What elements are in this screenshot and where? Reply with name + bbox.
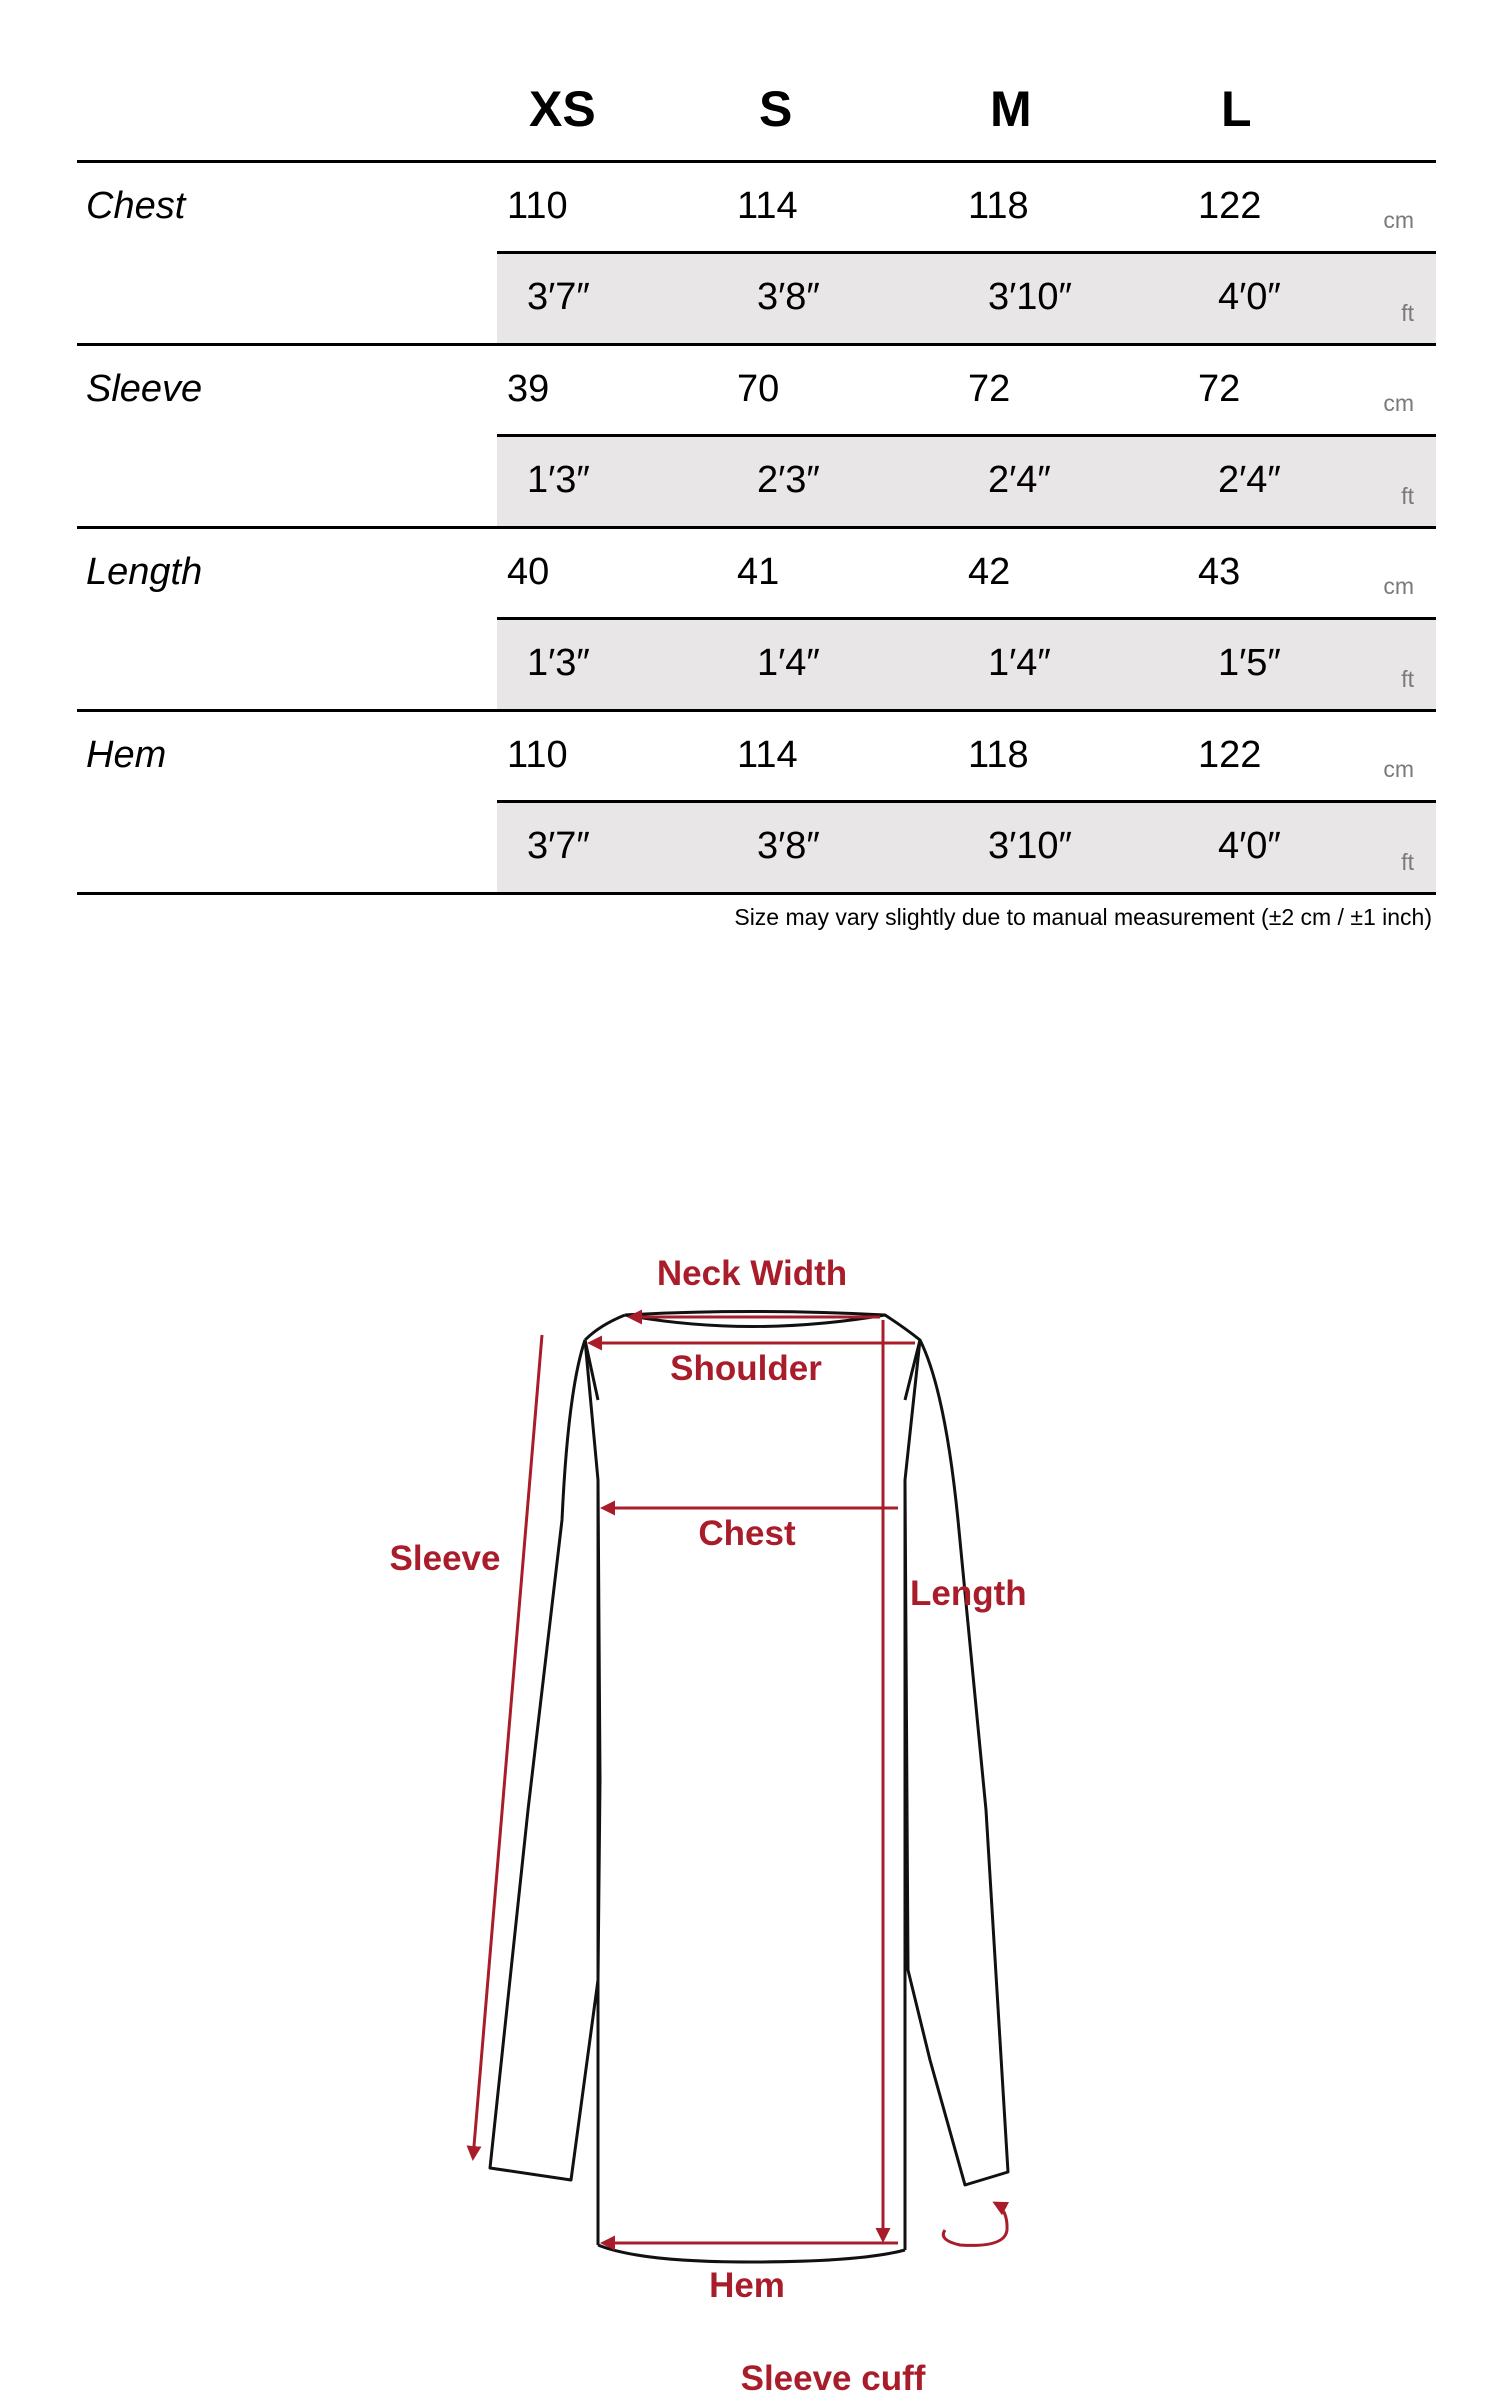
value-cell: 118 xyxy=(968,734,1029,776)
value-cell: 3′8″ xyxy=(757,825,820,867)
value-cell: 72 xyxy=(968,368,1011,410)
row-cm xyxy=(497,346,1436,437)
value-cell: 39 xyxy=(507,368,550,410)
row-ft xyxy=(497,437,1436,526)
sleeve-arrow xyxy=(473,1335,542,2158)
body-outline xyxy=(585,1312,920,2251)
value-cell: 118 xyxy=(968,185,1029,227)
row-ft xyxy=(497,803,1436,892)
value-cell: 114 xyxy=(737,185,798,227)
value-cell: 2′4″ xyxy=(1218,459,1281,501)
value-cell: 3′10″ xyxy=(988,276,1072,318)
row-cm xyxy=(497,712,1436,803)
label-shoulder: Shoulder xyxy=(670,1349,822,1388)
garment-outline xyxy=(490,1312,1008,2263)
value-cell: 110 xyxy=(507,734,568,776)
row-cm xyxy=(497,529,1436,620)
measure-block-sleeve xyxy=(77,346,1436,529)
value-cell: 1′4″ xyxy=(988,642,1051,684)
row-ft xyxy=(497,254,1436,343)
garment-diagram xyxy=(0,1240,1500,2398)
size-header-xs: XS xyxy=(529,81,596,137)
unit-ft: ft xyxy=(1401,849,1414,875)
value-cell: 1′3″ xyxy=(527,642,590,684)
value-cell: 4′0″ xyxy=(1218,276,1281,318)
unit-cm: cm xyxy=(1383,390,1414,416)
measure-block-length xyxy=(77,529,1436,712)
value-cell: 42 xyxy=(968,551,1011,593)
sleeve-cuff-arrow xyxy=(943,2203,1007,2245)
value-cell: 3′10″ xyxy=(988,825,1072,867)
value-cell: 114 xyxy=(737,734,798,776)
measure-block-hem xyxy=(77,712,1436,895)
right-sleeve xyxy=(905,1340,1008,2185)
label-chest: Chest xyxy=(698,1514,796,1553)
measure-label: Sleeve xyxy=(86,368,203,410)
size-header-row xyxy=(77,60,1436,163)
size-header-m: M xyxy=(990,81,1032,137)
value-cell: 1′5″ xyxy=(1218,642,1281,684)
unit-cm: cm xyxy=(1383,207,1414,233)
measurement-note: Size may vary slightly due to manual measurement (±2 cm / ±1 inch) xyxy=(734,904,1432,930)
value-cell: 4′0″ xyxy=(1218,825,1281,867)
value-cell: 1′4″ xyxy=(757,642,820,684)
hem-curve xyxy=(598,2245,905,2262)
value-cell: 3′7″ xyxy=(527,276,590,318)
row-ft xyxy=(497,620,1436,709)
value-cell: 3′8″ xyxy=(757,276,820,318)
value-cell: 122 xyxy=(1198,734,1262,776)
size-header-l: L xyxy=(1221,81,1252,137)
size-chart-table xyxy=(77,60,1436,895)
label-neck-width: Neck Width xyxy=(656,1254,848,1293)
value-cell: 110 xyxy=(507,185,568,227)
size-header-s: S xyxy=(759,81,793,137)
unit-ft: ft xyxy=(1401,666,1414,692)
measure-block-chest xyxy=(77,163,1436,346)
unit-cm: cm xyxy=(1383,573,1414,599)
measure-label: Chest xyxy=(86,185,186,227)
row-cm xyxy=(497,163,1436,254)
measure-label: Hem xyxy=(86,734,167,776)
value-cell: 70 xyxy=(737,368,780,410)
unit-cm: cm xyxy=(1383,756,1414,782)
value-cell: 122 xyxy=(1198,185,1262,227)
value-cell: 2′4″ xyxy=(988,459,1051,501)
label-hem: Hem xyxy=(709,2266,785,2305)
value-cell: 41 xyxy=(737,551,780,593)
label-length: Length xyxy=(910,1574,1027,1613)
value-cell: 72 xyxy=(1198,368,1241,410)
value-cell: 1′3″ xyxy=(527,459,590,501)
value-cell: 40 xyxy=(507,551,550,593)
measure-label: Length xyxy=(86,551,203,593)
unit-ft: ft xyxy=(1401,483,1414,509)
measurement-arrows xyxy=(473,1317,1007,2245)
label-sleeve-cuff: Sleeve cuff xyxy=(740,2359,926,2398)
garment-diagram-svg xyxy=(0,1240,1500,2398)
unit-ft: ft xyxy=(1401,300,1414,326)
label-sleeve: Sleeve xyxy=(389,1539,501,1578)
value-cell: 2′3″ xyxy=(757,459,820,501)
value-cell: 3′7″ xyxy=(527,825,590,867)
value-cell: 43 xyxy=(1198,551,1241,593)
